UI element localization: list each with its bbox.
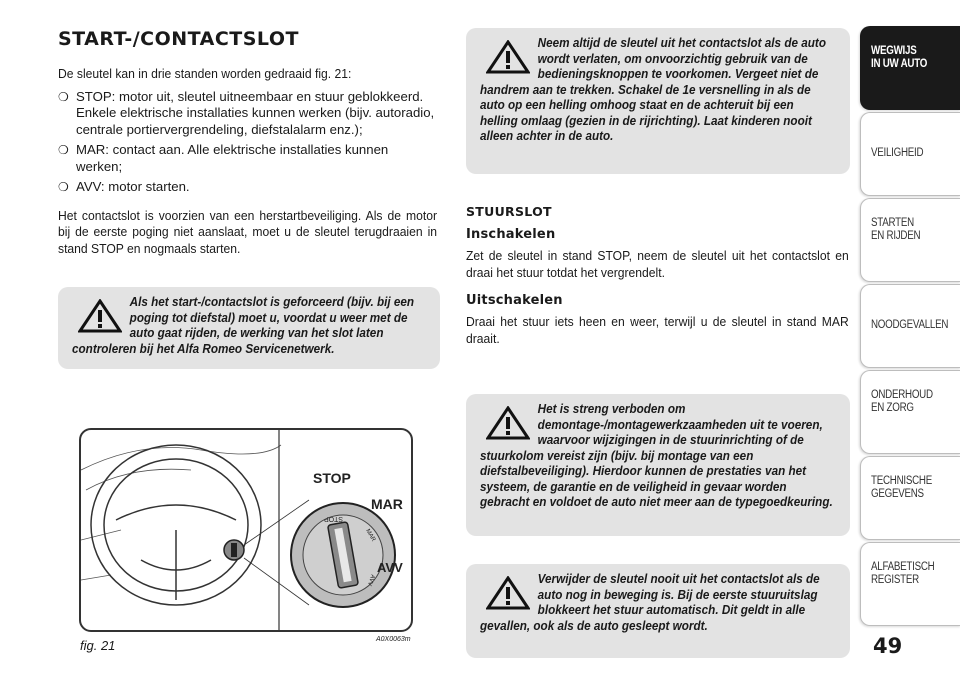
label-mar: MAR bbox=[371, 496, 403, 512]
steering-lock-section bbox=[466, 204, 850, 347]
disengage-text: Draai het stuur iets heen en weer, terwijl u de sleutel in stand MAR draait. bbox=[466, 314, 849, 346]
intro-text: De sleutel kan in drie standen worden gedraaid fig. 21: bbox=[58, 66, 352, 81]
bullet-circle-icon: ❍ bbox=[58, 180, 69, 194]
list-item: ❍ AVV: motor starten. bbox=[58, 179, 190, 194]
list-item: ❍ MAR: contact aan. Alle elektrische installaties kunnen werken; bbox=[58, 142, 389, 174]
warning-box-forced-lock: Als het start-/contactslot is geforceerd (bijv. bij een poging tot diefstal) moet u, voordat u weer met de auto gaat rijden, de werking van het slot laten controleren bij het Alfa Romeo Servicenetwerk. bbox=[58, 287, 440, 369]
warning-box-leave-car: Neem altijd de sleutel uit het contactslot als de auto wordt verlaten, om onvoorzichtig gebruik van de bedieningsknoppen te voorkomen. Vergeet niet de handrem aan te trekken. Schakel de 1e versnelling in als de auto op een helling omhoog staat en de achteruit bij een helling omlaag (gezien in de rijrichting). Laat kinderen nooit alleen achter in de auto. bbox=[466, 28, 850, 174]
tab-veiligheid[interactable]: VEILIGHEID bbox=[860, 112, 960, 196]
chapter-tabs bbox=[858, 0, 960, 677]
label-stop: STOP bbox=[313, 470, 351, 486]
bullet-circle-icon: ❍ bbox=[58, 89, 69, 104]
ignition-illustration bbox=[81, 430, 411, 630]
list-item: ❍ STOP: motor uit, sleutel uitneembaar en stuur geblokkeerd. Enkele elektrische installaties kunnen werken (bijv. autoradio, centrale portiervergrendeling, diefstalalarm enz.); bbox=[58, 88, 435, 137]
tab-technische[interactable]: TECHNISCHE GEGEVENS bbox=[860, 456, 960, 540]
figure-caption: fig. 21 bbox=[80, 638, 116, 653]
tab-wegwijs[interactable]: WEGWIJS IN UW AUTO bbox=[860, 26, 960, 110]
page-number: 49 bbox=[873, 634, 903, 658]
disengage-heading: Uitschakelen bbox=[466, 293, 563, 308]
left-column bbox=[58, 28, 438, 369]
engage-heading: Inschakelen bbox=[466, 227, 556, 242]
ignition-figure bbox=[79, 428, 413, 632]
bullet-circle-icon: ❍ bbox=[58, 143, 69, 157]
figure-code: A0X0063m bbox=[376, 636, 411, 643]
tab-alfabetisch[interactable]: ALFABETISCH REGISTER bbox=[860, 542, 960, 626]
restart-paragraph: Het contactslot is voorzien van een herstartbeveiliging. Als de motor bij de eerste poging niet aanslaat, moet u de sleutel terugdraaien in stand STOP en nogmaals starten. bbox=[58, 207, 438, 256]
key-positions-list bbox=[58, 89, 438, 196]
engage-text: Zet de sleutel in stand STOP, neem de sleutel uit het contactslot en draai het stuur totdat het vergrendelt. bbox=[466, 248, 849, 280]
warning-box-remove-key: Verwijder de sleutel nooit uit het contactslot als de auto nog in beweging is. Bij de eerste stuuruitslag blokkeert het stuur automatisch. Dit geldt in alle gevallen, ook als de auto gesleept wordt. bbox=[466, 564, 850, 658]
section-title: START-/CONTACTSLOT bbox=[58, 28, 299, 50]
label-avv: AVV bbox=[377, 560, 403, 575]
tab-starten[interactable]: STARTEN EN RIJDEN bbox=[860, 198, 960, 282]
tab-noodgevallen[interactable]: NOODGEVALLEN bbox=[860, 284, 960, 368]
dial-label-mar: MAR bbox=[364, 528, 377, 543]
tab-onderhoud[interactable]: ONDERHOUD EN ZORG bbox=[860, 370, 960, 454]
right-column bbox=[466, 28, 850, 633]
dial-label-stop: STOP bbox=[324, 515, 343, 522]
warning-box-modification: Het is streng verboden om demontage-/montagewerkzaamheden uit te voeren, waarvoor wijzigingen in de stuurinrichting of de stuurkolom vereist zijn (bijv. bij montage van een diefstalbeveiliging). Hierdoor kunnen de prestaties van het systeem, de garantie en de veiligheid in gevaar worden gebracht en voldoet de auto niet meer aan de typegoedkeuring. bbox=[466, 394, 850, 536]
steering-lock-heading: STUURSLOT bbox=[466, 204, 552, 219]
dial-label-avv: AVV bbox=[365, 573, 376, 587]
